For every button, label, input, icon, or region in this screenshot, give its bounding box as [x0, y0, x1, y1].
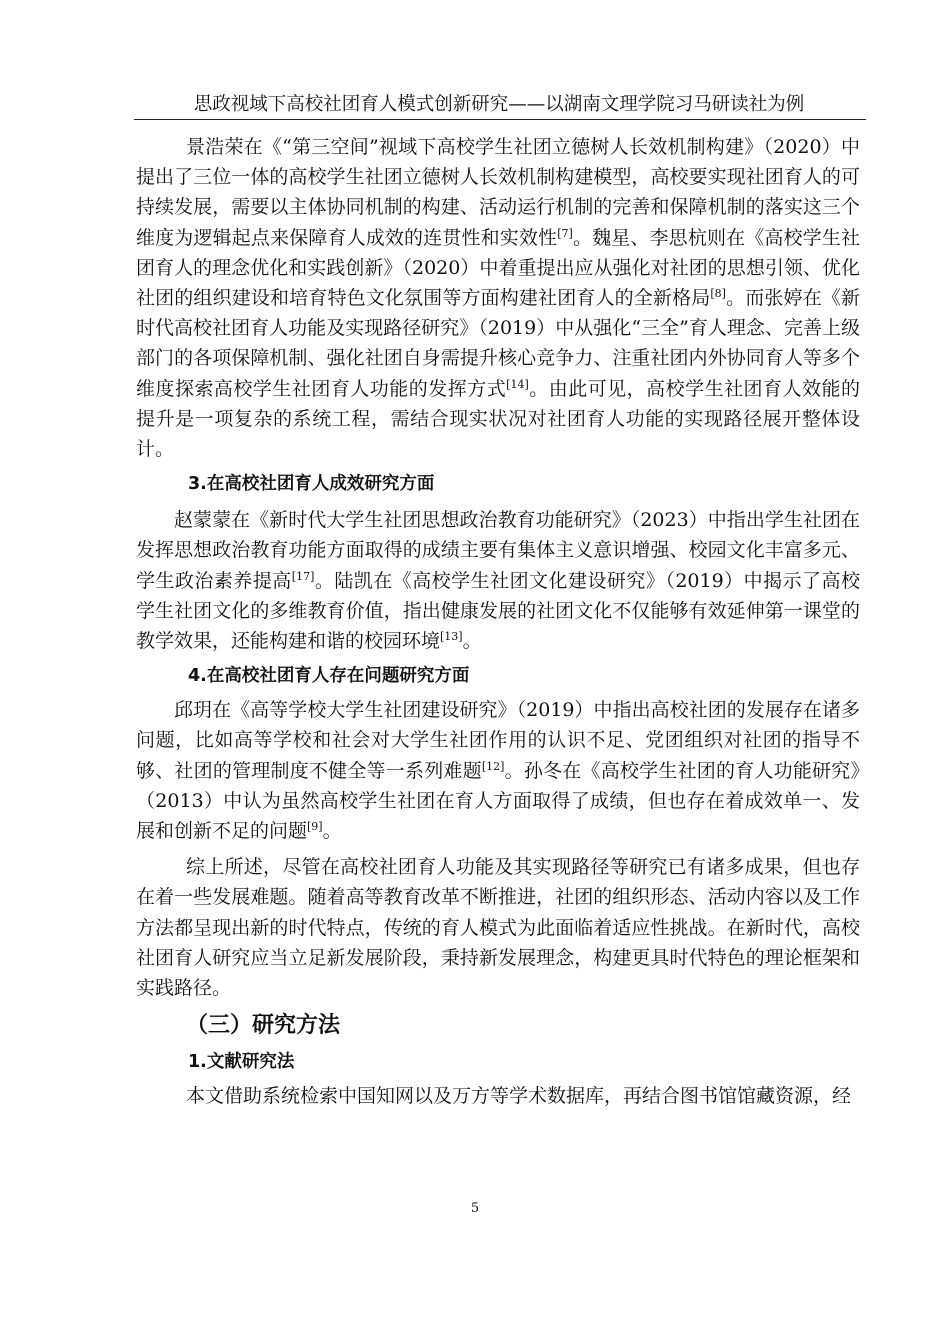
- paragraph-problems: [136, 695, 860, 846]
- citation-ref: [8]: [710, 287, 726, 301]
- subheading-effectiveness: 3.在高校社团育人成效研究方面: [188, 474, 435, 495]
- paragraph-literature-method: 本文借助系统检索中国知网以及万方等学术数据库，再结合图书馆馆藏资源，经: [186, 1085, 852, 1108]
- citation-ref: [7]: [557, 226, 573, 240]
- subheading-problems: 4.在高校社团育人存在问题研究方面: [188, 666, 470, 687]
- text-run: 。孙冬在《高校学生社团的育人功能研究》（2013）中认为虽然高校学生社团在育人方面取得了成绩，但也存在着成效单一、发展和创新不足的问题: [136, 759, 860, 843]
- running-header: 思政视域下高校社团育人模式创新研究——以湖南文理学院习马研读社为例: [193, 94, 805, 115]
- citation-ref: [13]: [440, 630, 463, 644]
- text-run: 。而张婷在《新时代高校社团育人功能及实现路径研究》（2019）中从强化“三全”育人理念、完善上级部门的各项保障机制、强化社团自身需提升核心竞争力、注重社团内外协同育人等多个维度探索高校学生社团育人功能的发挥方式: [136, 287, 860, 400]
- subheading-literature-method: 1.文献研究法: [188, 1052, 295, 1073]
- citation-ref: [14]: [506, 377, 529, 391]
- page-number: 5: [470, 1201, 480, 1216]
- citation-ref: [9]: [307, 820, 323, 834]
- body-text: [136, 132, 860, 1111]
- paragraph-summary: 综上所述，尽管在高校社团育人功能及其实现路径等研究已有诸多成果，但也存在着一些发展难题。随着高等教育改革不断推进，社团的组织形态、活动内容以及工作方法都呈现出新的时代特点，传统的育人模式为此面临着适应性挑战。在新时代，高校社团育人研究应当立足新发展阶段，秉持新发展理念，构建更具时代特色的理论框架和实践路径。: [136, 856, 860, 1000]
- text-run: 。由此可见，高校学生社团育人效能的提升是一项复杂的系统工程，需结合现实状况对社团育人功能的实现路径展开整体设计。: [136, 377, 860, 461]
- paragraph-literature-paths: [136, 132, 860, 464]
- header-rule: [134, 119, 866, 120]
- text-run: 邱玥在《高等学校大学生社团建设研究》（2019）中指出高校社团的发展存在诸多问题，比如高等学校和社会对大学生社团作用的认识不足、党团组织对社团的指导不够、社团的管理制度不健全等一系列难题: [136, 699, 860, 782]
- citation-ref: [12]: [481, 759, 505, 773]
- text-run: 。: [322, 820, 342, 843]
- text-run: 赵蒙蒙在《新时代大学生社团思想政治教育功能研究》（2023）中指出学生社团在发挥思想政治教育功能方面取得的成绩主要有集体主义意识增强、校园文化丰富多元、学生政治素养提高: [136, 509, 860, 592]
- text-run: 。陆凯在《高校学生社团文化建设研究》（2019）中揭示了高校学生社团文化的多维教育价值，指出健康发展的社团文化不仅能够有效延伸第一课堂的教学效果，还能构建和谐的校园环境: [136, 569, 860, 653]
- text-run: 景浩荣在《“第三空间”视域下高校学生社团立德树人长效机制构建》（2020）中提出了三位一体的高校学生社团立德树人长效机制构建模型，高校要实现社团育人的可持续发展，需要以主体协同机制的构建、活动运行机制的完善和保障机制的落实这三个维度为逻辑起点来保障育人成效的连贯性和实效性: [136, 136, 860, 249]
- section-heading-methods: （三）研究方法: [186, 1013, 341, 1039]
- text-run: 。魏星、李思杭则在《高校学生社团育人的理念优化和实践创新》（2020）中着重提出应从强化对社团的思想引领、优化社团的组织建设和培育特色文化氛围等方面构建社团育人的全新格局: [136, 226, 860, 310]
- text-run: 。: [462, 630, 482, 653]
- paragraph-effectiveness: [136, 505, 860, 656]
- citation-ref: [17]: [291, 569, 315, 583]
